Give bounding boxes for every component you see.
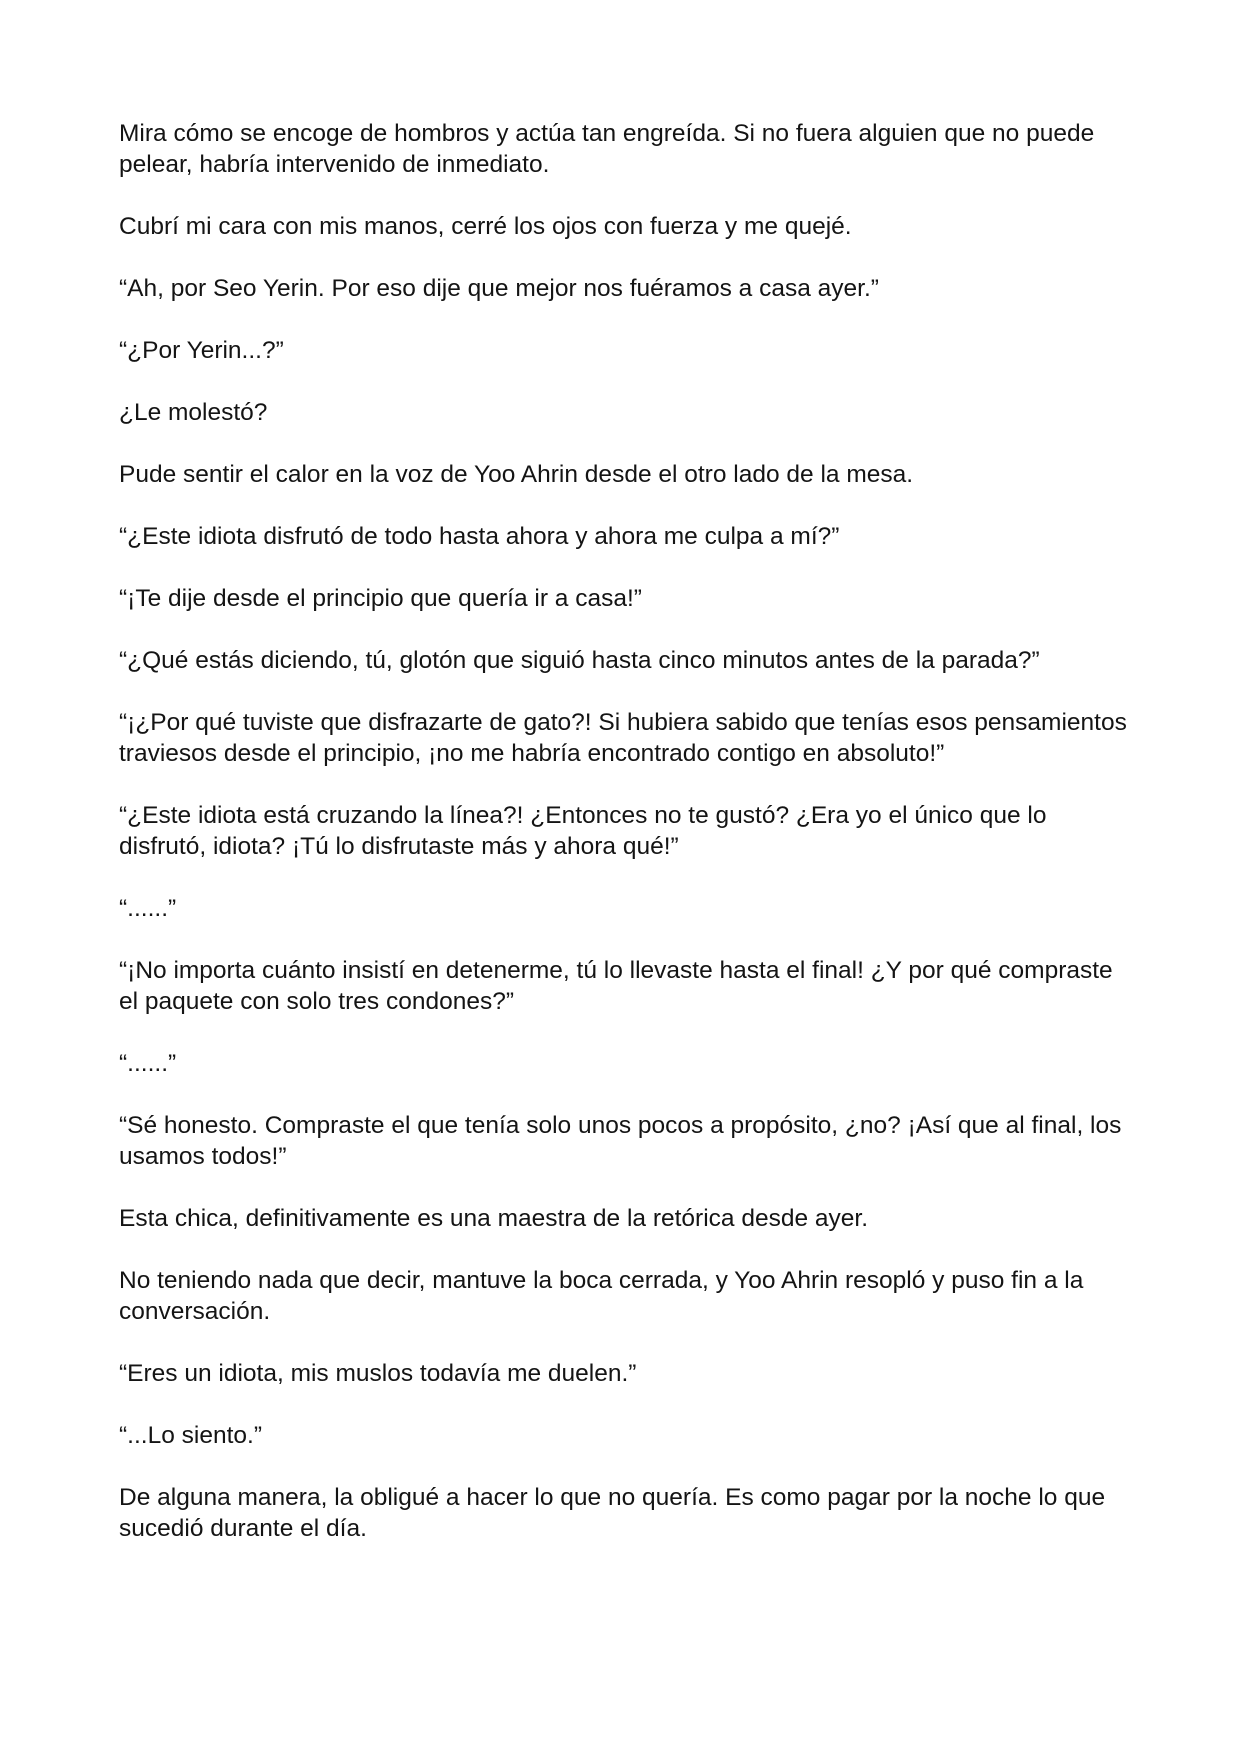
paragraph: “¿Qué estás diciendo, tú, glotón que siguió hasta cinco minutos antes de la parada?” — [119, 647, 1040, 674]
paragraph: ¿Le molestó? — [119, 399, 268, 426]
paragraph: “......” — [119, 895, 177, 922]
paragraph: “¿Este idiota está cruzando la línea?! ¿Entonces no te gustó? ¿Era yo el único que lo disfrutó, idiota? ¡Tú lo disfrutaste más y ahora qué!” — [119, 802, 1047, 860]
paragraph: “Sé honesto. Compraste el que tenía solo unos pocos a propósito, ¿no? ¡Así que al final, los usamos todos!” — [119, 1112, 1122, 1170]
paragraph: “¡No importa cuánto insistí en detenerme, tú lo llevaste hasta el final! ¿Y por qué compraste el paquete con solo tres condones?” — [119, 957, 1113, 1015]
paragraph: Mira cómo se encoge de hombros y actúa tan engreída. Si no fuera alguien que no puede pelear, habría intervenido de inmediato. — [119, 120, 1095, 178]
paragraph: “Ah, por Seo Yerin. Por eso dije que mejor nos fuéramos a casa ayer.” — [119, 275, 879, 302]
paragraph: Cubrí mi cara con mis manos, cerré los ojos con fuerza y me quejé. — [119, 213, 852, 240]
paragraph: Pude sentir el calor en la voz de Yoo Ahrin desde el otro lado de la mesa. — [119, 461, 914, 488]
paragraph: “...Lo siento.” — [119, 1422, 262, 1449]
paragraph: Esta chica, definitivamente es una maestra de la retórica desde ayer. — [119, 1205, 869, 1232]
paragraph: “¡Te dije desde el principio que quería ir a casa!” — [119, 585, 642, 612]
paragraph: “Eres un idiota, mis muslos todavía me duelen.” — [119, 1360, 637, 1387]
paragraph: De alguna manera, la obligué a hacer lo que no quería. Es como pagar por la noche lo que sucedió durante el día. — [119, 1484, 1106, 1542]
paragraph: “......” — [119, 1050, 177, 1077]
paragraph: No teniendo nada que decir, mantuve la boca cerrada, y Yoo Ahrin resopló y puso fin a la conversación. — [119, 1267, 1084, 1325]
document-body — [119, 118, 1129, 1575]
paragraph: “¿Por Yerin...?” — [119, 337, 284, 364]
paragraph: “¡¿Por qué tuviste que disfrazarte de gato?! Si hubiera sabido que tenías esos pensamientos traviesos desde el principio, ¡no me habría encontrado contigo en absoluto!” — [119, 709, 1127, 767]
paragraph: “¿Este idiota disfrutó de todo hasta ahora y ahora me culpa a mí?” — [119, 523, 840, 550]
